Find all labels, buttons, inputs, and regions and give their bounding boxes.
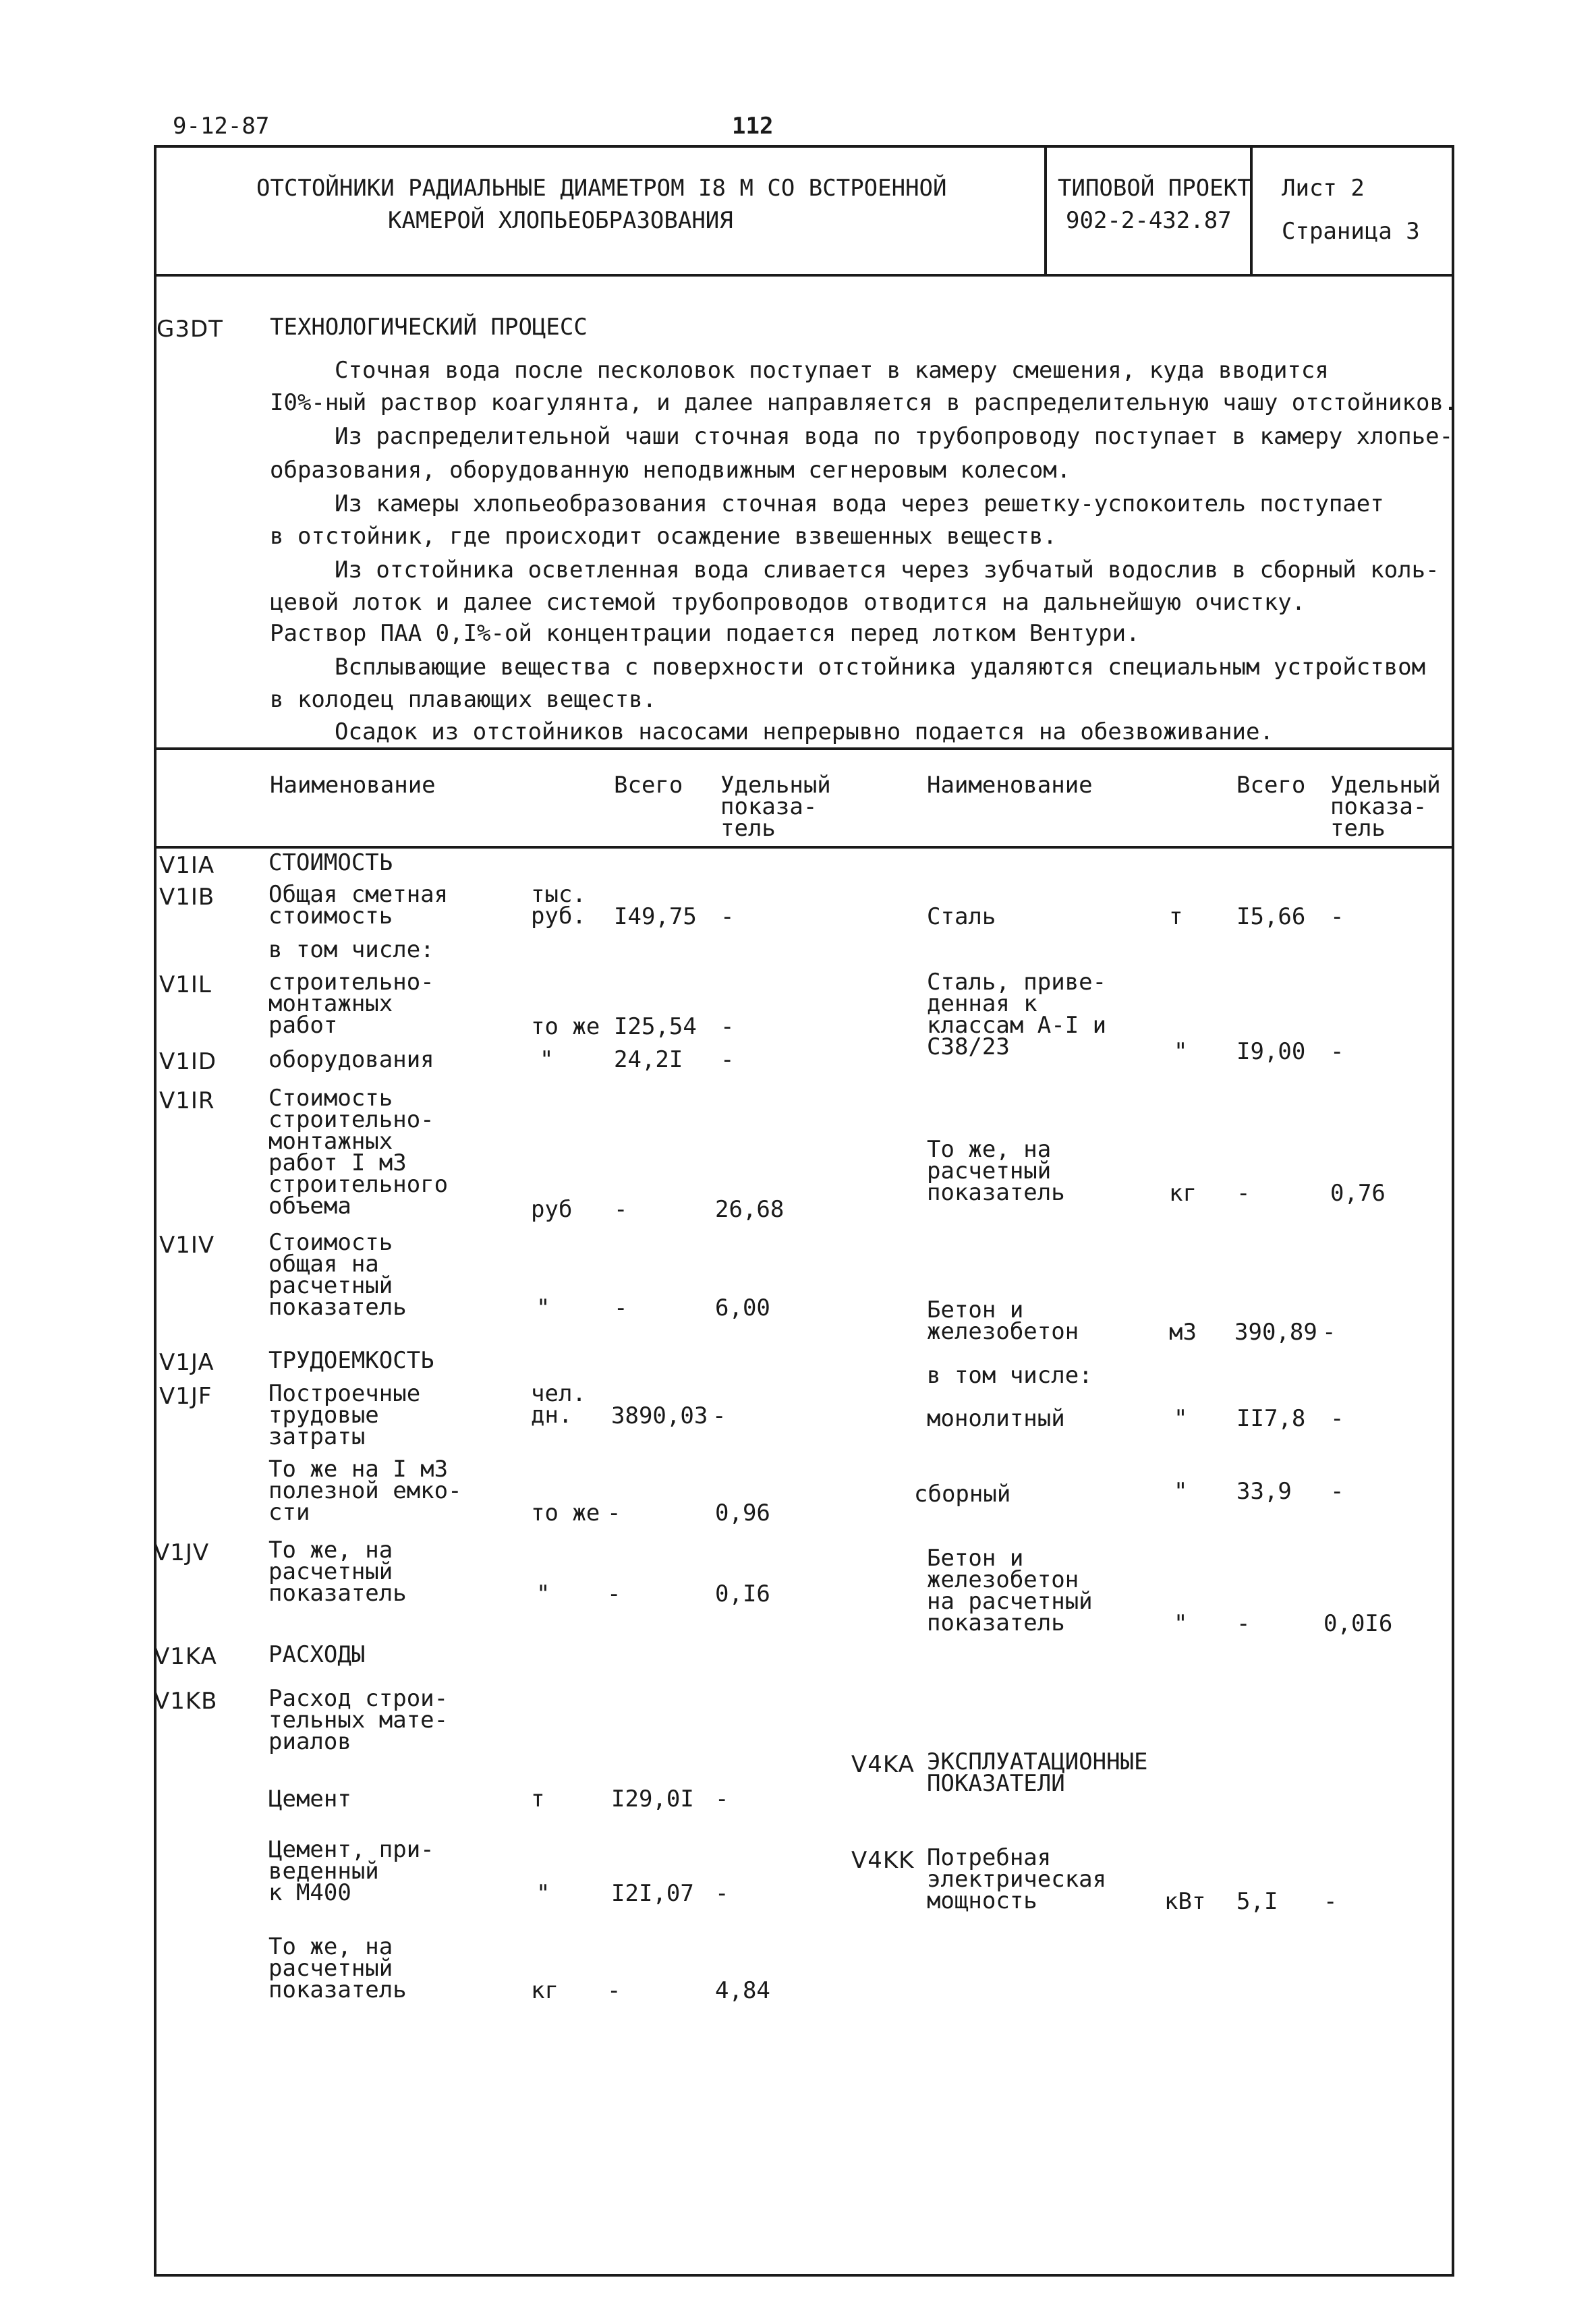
left-row-specific: - — [715, 1786, 729, 1813]
process-line-9: Раствор ПАА 0,I%-ой концентрации подается перед лотком Вентури. — [270, 620, 1140, 647]
header-specific-left: Удельный показа- тель — [720, 772, 831, 842]
right-row-total: 33,9 — [1236, 1478, 1292, 1505]
right-row-name: в том числе: — [927, 1362, 1093, 1389]
process-line-7: Из отстойника осветленная вода сливается через зубчатый водослив в сборный коль- — [335, 557, 1440, 583]
left-row-code: V1ID — [159, 1048, 217, 1075]
left-row-specific: 0,I6 — [715, 1580, 770, 1607]
right-row-unit: " — [1174, 1405, 1188, 1432]
left-row-name: ТРУДОЕМКОСТЬ — [268, 1347, 434, 1374]
left-row-specific: 6,00 — [715, 1294, 770, 1321]
left-row-unit: " — [536, 1580, 550, 1607]
left-row-code: V1IV — [159, 1232, 215, 1259]
left-row-unit: руб — [531, 1196, 573, 1223]
right-row-total: 5,I — [1236, 1888, 1278, 1915]
right-row-name: ЭКСПЛУАТАЦИОННЫЕ ПОКАЗАТЕЛИ — [927, 1748, 1148, 1797]
left-row-total: - — [607, 1977, 621, 2004]
document-title-line1: ОТСТОЙНИКИ РАДИАЛЬНЫЕ ДИАМЕТРОМ I8 М СО ВСТРОЕННОЙ — [256, 175, 947, 202]
left-row-specific: - — [720, 1046, 735, 1073]
left-row-specific: 26,68 — [715, 1196, 785, 1223]
left-row-name: СТОИМОСТЬ — [268, 849, 393, 876]
left-row-unit: " — [540, 1046, 554, 1073]
right-row-code: V4KK — [851, 1847, 915, 1874]
left-row-specific: - — [712, 1402, 726, 1429]
left-row-code: V1KB — [154, 1688, 218, 1715]
right-row-name: Сталь — [927, 903, 996, 930]
left-row-specific: 4,84 — [715, 1977, 770, 2004]
left-row-specific: 0,96 — [715, 1500, 770, 1527]
left-row-code: V1IB — [159, 884, 215, 911]
right-row-name: Сталь, приве- денная к классам А-I и С38/23 — [927, 969, 1107, 1060]
right-row-specific: 0,0I6 — [1323, 1610, 1393, 1637]
left-row-total: - — [607, 1500, 621, 1527]
left-row-total: I29,0I — [611, 1786, 694, 1813]
right-row-unit: кВт — [1164, 1888, 1206, 1915]
left-row-unit: " — [536, 1880, 550, 1907]
header-name-right: Наименование — [927, 772, 1093, 799]
right-row-unit: " — [1174, 1610, 1188, 1637]
left-row-unit: кг — [531, 1977, 559, 2004]
right-row-unit: м3 — [1169, 1319, 1197, 1346]
right-row-unit: " — [1174, 1478, 1188, 1505]
right-row-specific: - — [1330, 1405, 1344, 1432]
left-row-unit: т — [531, 1786, 545, 1813]
process-line-10: Всплывающие вещества с поверхности отстойника удаляются специальным устройством — [335, 654, 1426, 681]
right-row-specific: - — [1323, 1888, 1338, 1915]
left-row-name: То же на I м3 полезной емко- сти — [268, 1456, 462, 1526]
process-line-4: образования, оборудованную неподвижным сегнеровым колесом. — [270, 457, 1071, 484]
title-divider-1 — [1044, 145, 1047, 277]
left-row-unit: то же — [531, 1013, 600, 1040]
left-row-name: То же, на расчетный показатель — [268, 1537, 407, 1607]
left-row-name: Цемент, при- веденный к М400 — [268, 1836, 434, 1906]
document-date: 9-12-87 — [173, 113, 270, 140]
process-line-8: цевой лоток и далее системой трубопроводов отводится на дальнейшую очистку. — [270, 589, 1306, 616]
right-row-total: I9,00 — [1236, 1038, 1306, 1065]
right-row-unit: " — [1174, 1038, 1188, 1065]
right-row-total: - — [1236, 1180, 1251, 1207]
process-line-3: Из распределительной чаши сточная вода по трубопроводу поступает в камеру хлопье- — [335, 423, 1454, 450]
process-heading: ТЕХНОЛОГИЧЕСКИЙ ПРОЦЕСС — [270, 314, 588, 341]
process-line-12: Осадок из отстойников насосами непрерывно подается на обезвоживание. — [335, 718, 1274, 745]
left-row-name: в том числе: — [268, 936, 434, 963]
right-row-specific: - — [1322, 1319, 1336, 1346]
right-row-unit: кг — [1169, 1180, 1197, 1207]
right-row-specific: 0,76 — [1330, 1180, 1386, 1207]
left-row-name: строительно- монтажных работ — [268, 969, 434, 1039]
header-specific-right: Удельный показа- тель — [1330, 772, 1441, 842]
left-row-unit: то же — [531, 1500, 600, 1527]
sheet-number: Лист 2 — [1282, 175, 1365, 202]
left-row-code: V1KA — [154, 1643, 217, 1670]
right-row-total: I5,66 — [1236, 903, 1306, 930]
process-line-11: в колодец плавающих веществ. — [270, 686, 657, 713]
left-row-code: V1JA — [159, 1349, 215, 1376]
left-row-specific: - — [720, 903, 735, 930]
header-total-right: Всего — [1236, 772, 1306, 799]
left-row-name: Расход строи- тельных мате- риалов — [268, 1685, 449, 1755]
right-row-total: II7,8 — [1236, 1405, 1306, 1432]
left-row-unit: " — [536, 1294, 550, 1321]
left-row-name: Цемент — [268, 1786, 351, 1813]
left-row-code: V1IL — [159, 971, 212, 998]
right-row-total: - — [1236, 1610, 1251, 1637]
left-row-code: V1IA — [159, 852, 215, 879]
process-line-2: I0%-ный раствор коагулянта, и далее направляется в распределительную чашу отстойников. — [270, 389, 1458, 416]
header-name-left: Наименование — [270, 772, 436, 799]
right-row-name: Бетон и железобетон на расчетный показатель — [927, 1545, 1093, 1636]
right-row-name: монолитный — [927, 1405, 1065, 1432]
left-row-total: I2I,07 — [611, 1880, 694, 1907]
process-code: G3DT — [156, 316, 223, 343]
process-line-5: Из камеры хлопьеобразования сточная вода через решетку-успокоитель поступает — [335, 490, 1384, 517]
right-row-total: 390,89 — [1234, 1319, 1317, 1346]
process-line-1: Сточная вода после песколовок поступает в камеру смешения, куда вводится — [335, 357, 1329, 384]
process-line-6: в отстойник, где происходит осаждение взвешенных веществ. — [270, 523, 1057, 550]
left-row-name: Общая сметная стоимость — [268, 881, 449, 930]
project-type: ТИПОВОЙ ПРОЕКТ — [1058, 175, 1251, 202]
left-row-code: V1JV — [154, 1539, 210, 1566]
title-block — [154, 145, 1454, 277]
left-row-name: оборудования — [268, 1046, 434, 1073]
right-row-code: V4KA — [851, 1751, 915, 1778]
right-row-name: Бетон и железобетон — [927, 1296, 1079, 1345]
left-row-name: Построечные трудовые затраты — [268, 1380, 421, 1450]
project-number: 902-2-432.87 — [1066, 207, 1232, 234]
left-row-unit: тыс. руб. — [531, 881, 586, 930]
right-row-name: Потребная электрическая мощность — [927, 1844, 1107, 1914]
left-row-total: - — [614, 1196, 628, 1223]
right-row-specific: - — [1330, 903, 1344, 930]
document-title-line2: КАМЕРОЙ ХЛОПЬЕОБРАЗОВАНИЯ — [388, 207, 733, 234]
left-row-name: Стоимость общая на расчетный показатель — [268, 1229, 407, 1321]
left-row-code: V1JF — [159, 1383, 212, 1410]
page-label: Страница 3 — [1282, 218, 1420, 245]
left-row-total: I25,54 — [614, 1013, 697, 1040]
title-divider-2 — [1250, 145, 1253, 277]
header-total-left: Всего — [614, 772, 683, 799]
left-row-specific: - — [715, 1880, 729, 1907]
left-row-name: То же, на расчетный показатель — [268, 1933, 407, 2003]
left-row-name: Стоимость строительно- монтажных работ I м3 строительного объема — [268, 1085, 449, 1220]
left-row-total: I49,75 — [614, 903, 697, 930]
left-row-total: 24,2I — [614, 1046, 683, 1073]
right-row-name: То же, на расчетный показатель — [927, 1136, 1065, 1206]
right-row-specific: - — [1330, 1038, 1344, 1065]
page-number: 112 — [732, 113, 774, 140]
left-row-total: - — [607, 1580, 621, 1607]
left-row-total: 3890,03 — [611, 1402, 708, 1429]
left-row-unit: чел. дн. — [531, 1380, 586, 1429]
right-row-unit: т — [1169, 903, 1183, 930]
left-row-name: РАСХОДЫ — [268, 1641, 366, 1668]
left-row-code: V1IR — [159, 1087, 215, 1114]
left-row-specific: - — [720, 1013, 735, 1040]
right-row-specific: - — [1330, 1478, 1344, 1505]
left-row-total: - — [614, 1294, 628, 1321]
right-row-name: сборный — [914, 1481, 1011, 1508]
